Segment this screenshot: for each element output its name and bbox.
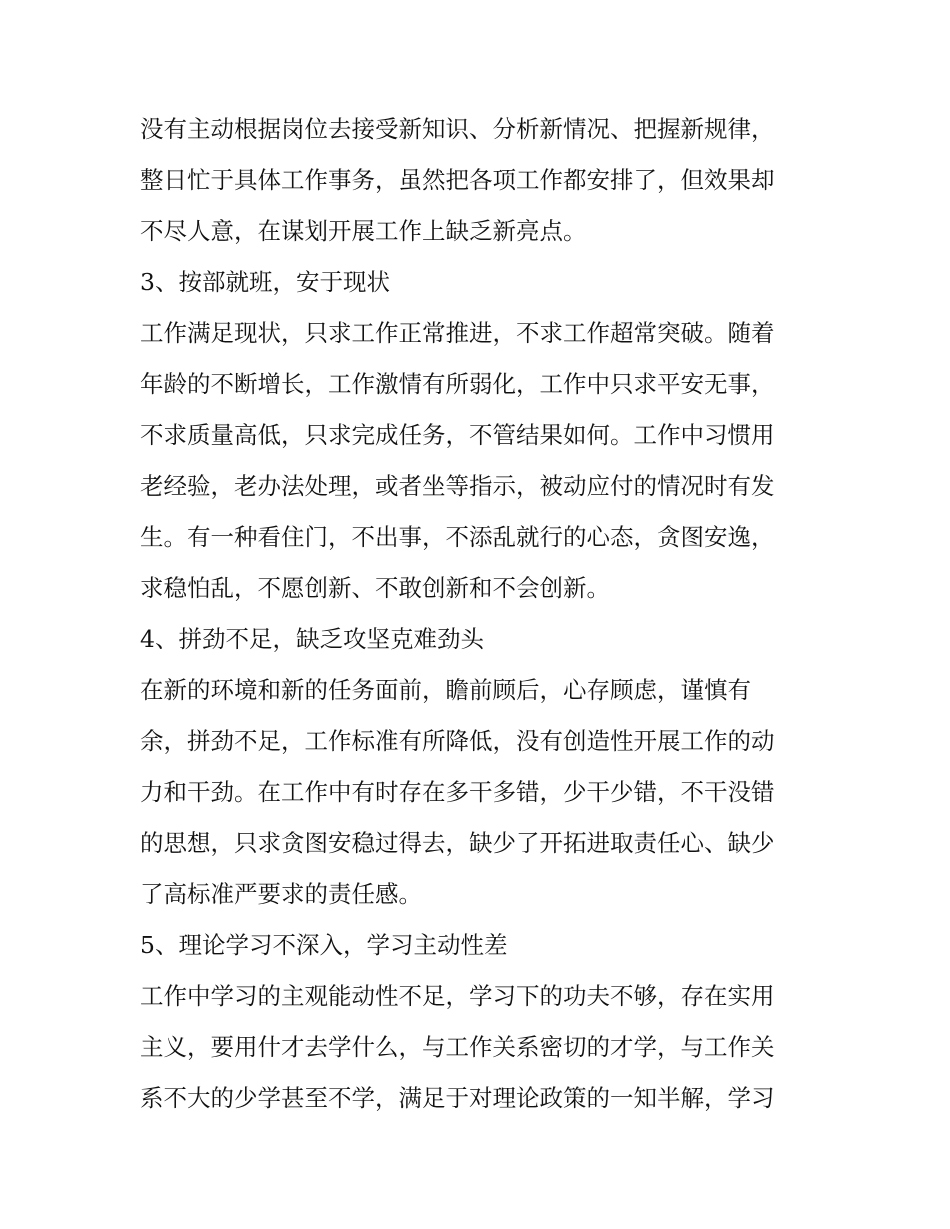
paragraph-line: 系不大的少学甚至不学，满足于对理论政策的一知半解，学习 [140,1084,775,1112]
paragraph-line: 年龄的不断增长，工作激情有所弱化，工作中只求平安无事， [140,370,775,398]
paragraph-line: 老经验，老办法处理，或者坐等指示，被动应付的情况时有发 [140,472,775,500]
paragraph-line: 余，拼劲不足，工作标准有所降低，没有创造性开展工作的动 [140,727,775,755]
section-heading-4: 4、拼劲不足，缺乏攻坚克难劲头 [140,625,484,653]
paragraph-line: 工作中学习的主观能动性不足，学习下的功夫不够，存在实用 [140,982,775,1010]
paragraph-line: 生。有一种看住门，不出事，不添乱就行的心态，贪图安逸， [140,523,775,551]
section-heading-3: 3、按部就班，安于现状 [140,268,390,296]
paragraph-line: 求稳怕乱，不愿创新、不敢创新和不会创新。 [140,574,610,602]
paragraph-line: 的思想，只求贪图安稳过得去，缺少了开拓进取责任心、缺少 [140,829,775,857]
paragraph-line: 在新的环境和新的任务面前，瞻前顾后，心存顾虑，谨慎有 [140,676,751,704]
paragraph-line: 没有主动根据岗位去接受新知识、分析新情况、把握新规律， [140,115,775,143]
paragraph-line: 不尽人意，在谋划开展工作上缺乏新亮点。 [140,217,587,245]
paragraph-line: 力和干劲。在工作中有时存在多干多错，少干少错，不干没错 [140,778,775,806]
section-heading-5: 5、理论学习不深入，学习主动性差 [140,931,508,959]
paragraph-line: 主义，要用什才去学什么，与工作关系密切的才学，与工作关 [140,1033,775,1061]
paragraph-line: 了高标准严要求的责任感。 [140,880,422,908]
paragraph-line: 不求质量高低，只求完成任务，不管结果如何。工作中习惯用 [140,421,775,449]
paragraph-line: 工作满足现状，只求工作正常推进，不求工作超常突破。随着 [140,319,775,347]
paragraph-line: 整日忙于具体工作事务，虽然把各项工作都安排了，但效果却 [140,166,775,194]
